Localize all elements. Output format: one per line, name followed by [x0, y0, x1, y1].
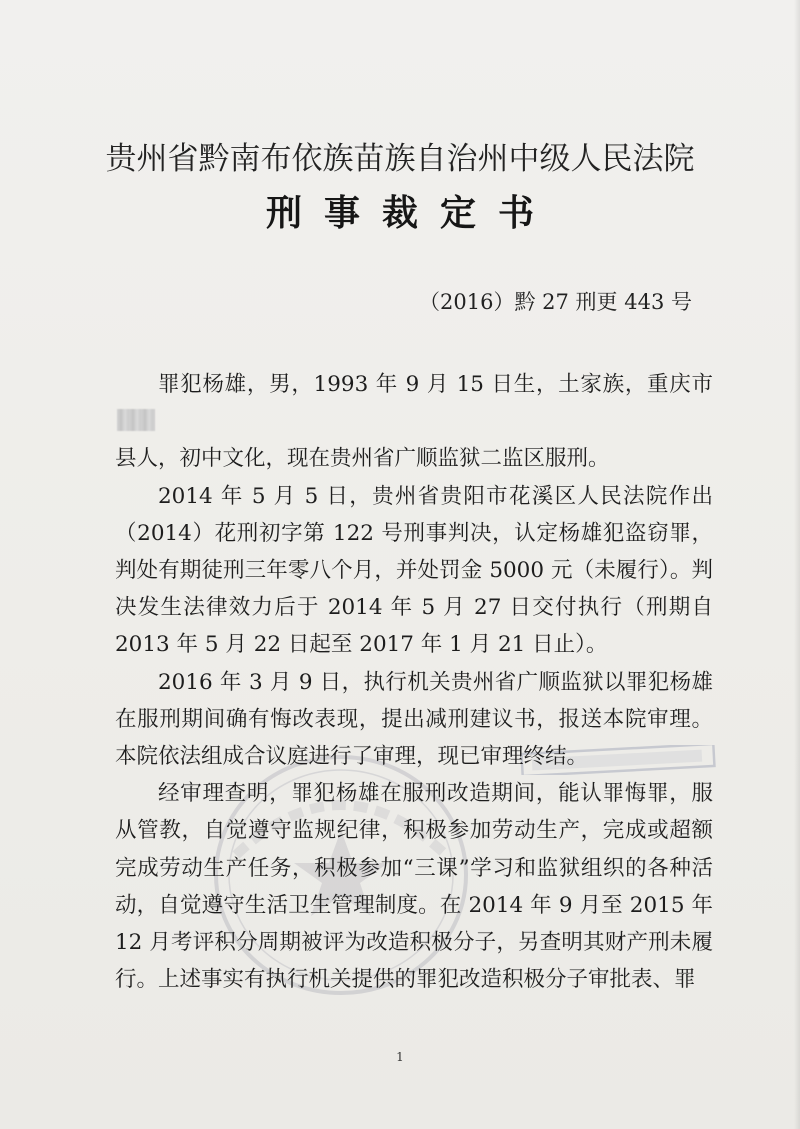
paragraph-defendant-info — [115, 366, 713, 478]
page-number: 1 — [396, 1050, 404, 1064]
document-title: 刑事裁定书 — [265, 192, 556, 234]
redacted-text-block — [117, 409, 155, 431]
paragraph-text: 罪犯杨雄，男，1993 年 9 月 15 日生，土家族，重庆市 — [158, 372, 713, 397]
paragraph-commutation-proposal: 2016 年 3 月 9 日，执行机关贵州省广顺监狱以罪犯杨雄在服刑期间确有悔改表现，提出减刑建议书，报送本院审理。本院依法组成合议庭进行了审理，现已审理终结。 — [115, 669, 713, 770]
paragraph-text: 县人，初中文化，现在贵州省广顺监狱二监区服刑。 — [115, 446, 610, 472]
court-name: 贵州省黔南布依族苗族自治州中级人民法院 — [105, 141, 695, 177]
case-number: （2016）黔 27 刑更 443 号 — [419, 290, 692, 314]
paragraph-findings: 经审理查明，罪犯杨雄在服刑改造期间，能认罪悔罪，服从管教，自觉遵守监规纪律，积极参加劳动生产，完成或超额完成劳动生产任务，积极参加“三课”学习和监狱组织的各种活动，自觉遵守生活卫生管理制度。在 2014 年 9 月至 2015 年 12 月考评积分周期被评为改造积极分子，另查明其财产刑未履行。上述事实有执行机关提供的罪犯改造积极分子审批表、罪 — [115, 781, 713, 993]
document-body — [115, 366, 713, 998]
paragraph-original-judgment: 2014 年 5 月 5 日，贵州省贵阳市花溪区人民法院作出（2014）花刑初字第 122 号刑事判决，认定杨雄犯盗窃罪，判处有期徒刑三年零八个月，并处罚金 5000 元（未履行）。判决发生法律效力后于 2014 年 5 月 27 日交付执行（刑期自 2013 年 5 月 22 日起至 2017 年 1 月 21 日止）。 — [115, 483, 713, 658]
